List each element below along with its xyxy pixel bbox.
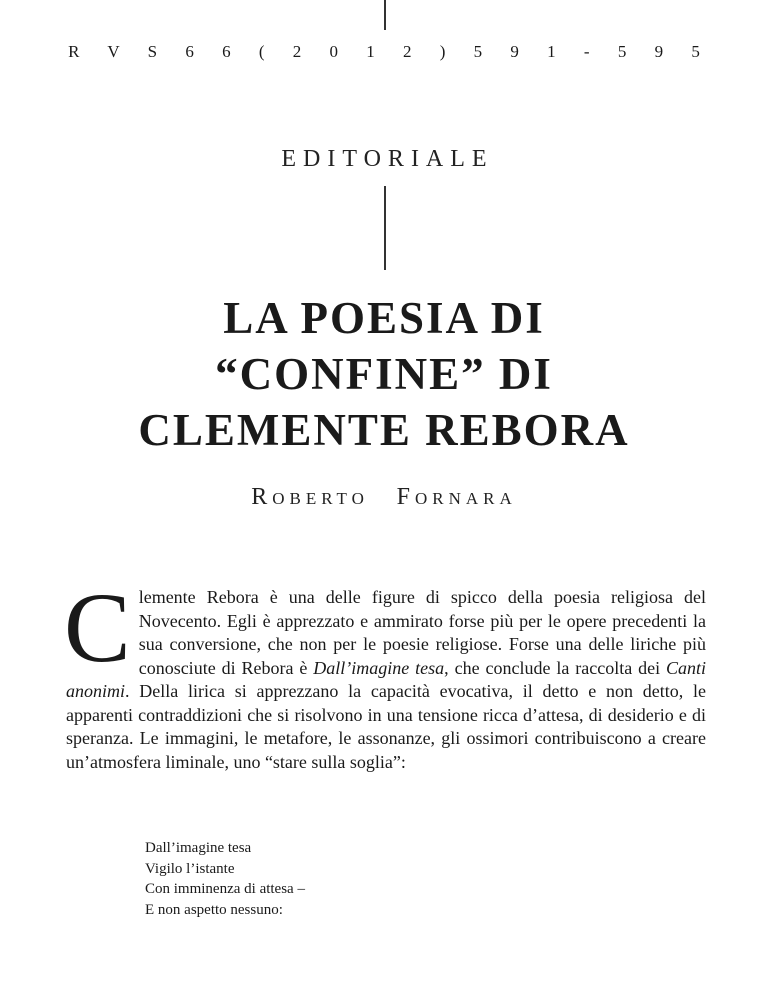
body-text-part-2: , che conclude la raccolta dei	[444, 657, 666, 678]
section-label: EDITORIALE	[281, 146, 494, 172]
title-line-1: LA POESIA DI	[223, 293, 545, 343]
author-first-rest: OBERTO	[272, 489, 369, 508]
title-line-2: “CONFINE” DI	[215, 349, 553, 399]
verse-line-4: E non aspetto nessuno:	[145, 901, 283, 918]
body-italic-title-1: Dall’imagine tesa	[313, 657, 445, 678]
author-name	[0, 484, 768, 511]
author-last-rest: ORNARA	[415, 489, 517, 508]
top-divider-line	[384, 0, 386, 30]
title-line-3: CLEMENTE REBORA	[138, 405, 630, 455]
article-title	[0, 290, 768, 458]
verse-line-1: Dall’imagine tesa	[145, 840, 252, 856]
body-text-part-1: lemente Rebora è una delle figure di spicco della poesia religiosa del Novecento. Egli è apprezzato e ammirato forse più per le opere precedenti la sua conversione, che non per le poesie religiose. Forse una delle liriche più conosciute di Rebora è	[138, 587, 706, 678]
journal-header: R V S 6 6 ( 2 0 1 2 ) 5 9 1 - 5 9 5	[68, 42, 712, 61]
verse-line-2: Vigilo l’istante	[145, 860, 235, 877]
author-first-initial: R	[251, 484, 273, 510]
body-text-part-3: . Della lirica si apprezzano la capacità evocativa, il detto e non detto, le apparenti contraddizioni che si risolvono in una tensione ricca d’attesa, di desiderio e di speranza. Le immagini, le metafore, le assonanze, gli ossimori contribuiscono a creare un’atmosfera liminale, uno “stare sulla soglia”:	[66, 681, 706, 772]
verse-line-3: Con imminenza di attesa –	[145, 881, 305, 897]
middle-divider-line	[384, 186, 386, 270]
drop-cap: C	[64, 572, 131, 683]
article-body	[64, 572, 706, 774]
body-italic-title-2: Canti anonimi	[66, 657, 706, 701]
verse-quote	[145, 838, 305, 920]
author-last-initial: F	[396, 484, 415, 510]
